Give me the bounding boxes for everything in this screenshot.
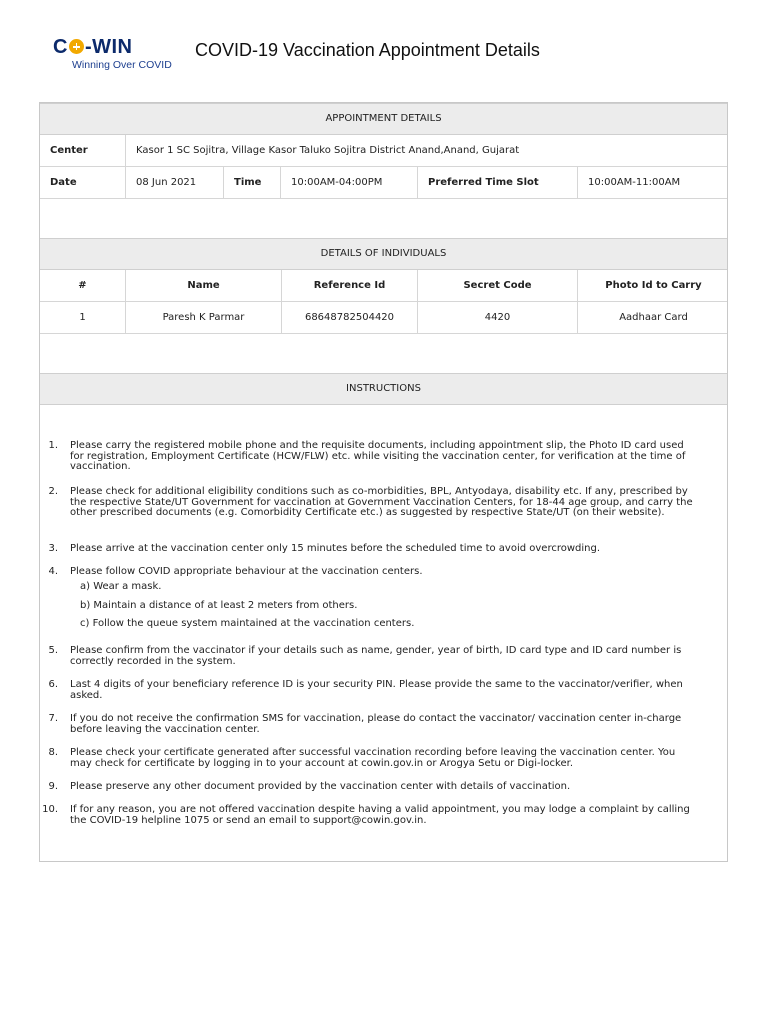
row-reference-id: 68648782504420 bbox=[282, 302, 418, 333]
time-value: 10:00AM-04:00PM bbox=[281, 167, 418, 198]
center-value: Kasor 1 SC Sojitra, Village Kasor Taluko Sojitra District Anand,Anand, Gujarat bbox=[136, 145, 520, 156]
date-time-row bbox=[40, 167, 727, 199]
row-name: Paresh K Parmar bbox=[126, 302, 282, 333]
sub-item: b) Maintain a distance of at least 2 meters from others. bbox=[80, 600, 358, 611]
center-row bbox=[40, 135, 727, 167]
slot-value: 10:00AM-11:00AM bbox=[588, 177, 681, 188]
sub-item: c) Follow the queue system maintained at the vaccination centers. bbox=[80, 618, 415, 629]
row-photo-id: Aadhaar Card bbox=[619, 312, 688, 323]
slot-label: Preferred Time Slot bbox=[418, 167, 578, 198]
logo-wordmark: C -WIN bbox=[53, 36, 133, 58]
col-header-photo-id: Photo Id to Carry bbox=[605, 280, 702, 291]
col-header-number: # bbox=[40, 270, 126, 301]
col-header-reference-id: Reference Id bbox=[282, 270, 418, 301]
instructions-section-header: INSTRUCTIONS bbox=[40, 373, 727, 405]
plus-circle-icon bbox=[69, 39, 84, 54]
page-header bbox=[0, 0, 768, 90]
table-row bbox=[40, 302, 727, 334]
date-value: 08 Jun 2021 bbox=[126, 167, 224, 198]
appointment-sheet: APPOINTMENT DETAILS Center Kasor 1 SC Sojitra, Village Kasor Taluko Sojitra District Anand,Anand, Gujarat Date 08 Jun 2021 Time 10:00AM-04:00PM Preferred Time Slot 10:00AM-11:00AM DETAILS OF INDIVIDUALS # Name Reference Id Secret Code Photo Id to Carry 1 Paresh K Parmar 68648782504420 4420 Aadhaar Card INSTRUCTIONS 1. Please carry the registered mobile phone and the requisite documents, including appointment slip, the Photo ID card used for registration, Employment Certificate (HCW/FLW) etc. while visiting the vaccination center, for verification at the time of vaccination. 2. Please check for additional eligibility conditions such as co-morbidities, BPL, Antyodaya, disability etc. If any, prescribed by the respective State/UT Government for vaccination at Government Vaccination Centers, for 18-44 age group, and carry the other prescribed documents (e.g. Comorbidity Certificate etc.) as suggested by respective State/UT (on their website). 3. Please arrive at the vaccination center only 15 minutes before the scheduled time to avoid overcrowding. 4. Please follow COVID appropriate behaviour at the vaccination centers. a) Wear a mask. b) Maintain a distance of at least 2 meters from others. c) Follow the queue system maintained at the vaccination centers. 5. Please confirm from the vaccinator if your details such as name, gender, year of birth, ID card type and ID card number is correctly recorded in the system. 6. Last 4 digits of your beneficiary reference ID is your security PIN. Please provide the same to the vaccinator/verifier, when asked. 7. If you do not receive the confirmation SMS for vaccination, please do contact the vaccinator/ vaccination center in-charge before leaving the vaccination center. 8. Please check your certificate generated after successful vaccination recording before leaving the vaccination center. You may check for certificate by logging in to your account at cowin.gov.in or Arogya Setu or Digi-locker. 9. Please preserve any other document provided by the vaccination center with details of vaccination. 10. If for any reason, you are not offered vaccination despite having a valid appointment, you may lodge a complaint by calling the COVID-19 helpline 1075 or send an email to support@cowin.gov.in. bbox=[39, 102, 728, 862]
page-title: COVID-19 Vaccination Appointment Details bbox=[195, 40, 540, 60]
row-secret-code: 4420 bbox=[418, 302, 578, 333]
sub-item: a) Wear a mask. bbox=[80, 581, 162, 592]
individuals-header-row bbox=[40, 270, 727, 302]
date-label: Date bbox=[40, 167, 126, 198]
col-header-name: Name bbox=[126, 270, 282, 301]
individuals-section-header: DETAILS OF INDIVIDUALS bbox=[40, 238, 727, 270]
col-header-secret-code: Secret Code bbox=[418, 270, 578, 301]
cowin-logo bbox=[53, 36, 183, 76]
center-label: Center bbox=[40, 135, 126, 166]
appointment-section-header: APPOINTMENT DETAILS bbox=[40, 103, 727, 135]
row-number: 1 bbox=[40, 302, 126, 333]
logo-tagline: Winning Over COVID bbox=[72, 59, 172, 71]
time-label: Time bbox=[224, 167, 281, 198]
